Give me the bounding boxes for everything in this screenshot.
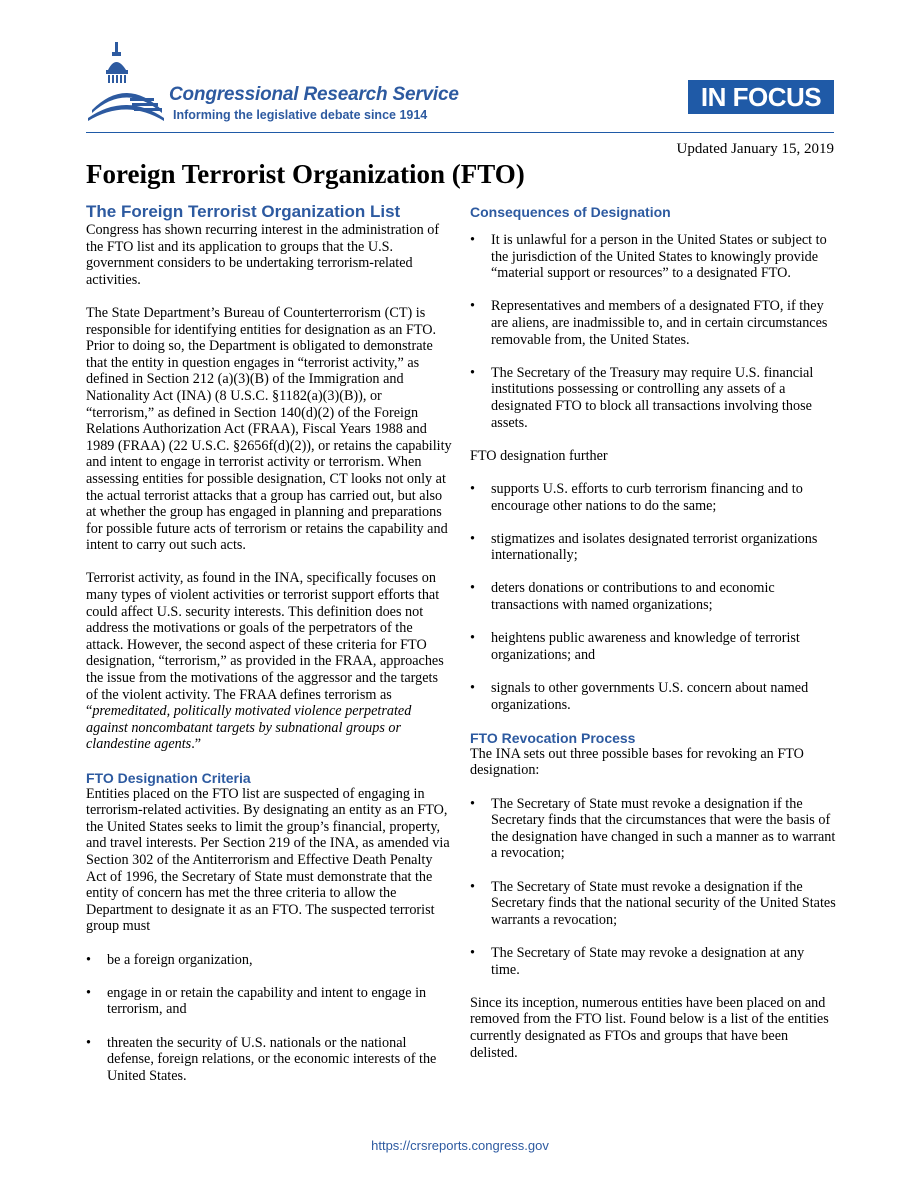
list-item: • supports U.S. efforts to curb terrorism financing and to encourage other nations to do the same; xyxy=(470,481,836,514)
section-heading-revocation: FTO Revocation Process xyxy=(470,729,636,746)
page-title: Foreign Terrorist Organization (FTO) xyxy=(86,159,525,189)
list-item: • The Secretary of State must revoke a designation if the Secretary finds that the circumstances that were the basis of the designation have changed in such a manner as to warrant a revocation; xyxy=(470,796,836,862)
list-item: • stigmatizes and isolates designated terrorist organizations internationally; xyxy=(470,531,836,564)
paragraph: Entities placed on the FTO list are suspected of engaging in terrorism-related activities. By designating an entity as an FTO, the United States seeks to limit the group’s financial, property, and travel interests. Per Section 219 of the INA, as amended via Section 302 of the Antiterrorism and Effective Death Penalty Act of 1996, the Secretary of State must demonstrate that the entity of concern has met the three criteria to allow the Department to designate it as an FTO. The suspected terrorist group must xyxy=(86,785,450,935)
org-name: Congressional Research Service xyxy=(169,84,459,105)
paragraph: Congress has shown recurring interest in the administration of the FTO list and its application to groups that the U.S. government considers to be undertaking terrorism-related activities. xyxy=(86,222,440,288)
header-rule xyxy=(86,132,834,133)
updated-date: Updated January 15, 2019 xyxy=(676,141,834,157)
list-item: • The Secretary of State must revoke a designation if the Secretary finds that the national security of the United States warrants a revocation; xyxy=(470,879,836,929)
list-item: • The Secretary of the Treasury may require U.S. financial institutions possessing or controlling any assets of a designated FTO to block all transactions involving those assets. xyxy=(470,365,836,431)
consequences-list xyxy=(470,232,836,431)
list-item: • It is unlawful for a person in the United States or subject to the jurisdiction of the United States to knowingly provide “material support or resources” to a designated FTO. xyxy=(470,232,836,282)
list-item: • threaten the security of U.S. nationals or the national defense, foreign relations, or the economic interests of the United States. xyxy=(86,1035,452,1085)
further-list xyxy=(470,481,836,713)
list-item: • Representatives and members of a designated FTO, if they are aliens, are inadmissible to, and in certain circumstances removable from, the United States. xyxy=(470,298,836,348)
in-focus-badge: IN FOCUS xyxy=(688,80,834,114)
section-heading-criteria: FTO Designation Criteria xyxy=(86,769,251,786)
paragraph: Terrorist activity, as found in the INA, specifically focuses on many types of violent activities or terrorist support efforts that could affect U.S. security interests. This definition does not address the motivations or goals of the perpetrators of the attack. However, the second aspect of these criteria for FTO designation, “terrorism,” as provided in the FRAA, approaches the issue from the motivations of the aggressor and the targets of the violent activity. The FRAA defines terrorism as “premeditated, politically motivated violence perpetrated against noncombatant targets by subnational groups or clandestine agents.” xyxy=(86,570,444,753)
right-column xyxy=(470,202,836,1061)
list-item: • signals to other governments U.S. concern about named organizations. xyxy=(470,680,836,713)
list-item: • The Secretary of State may revoke a designation at any time. xyxy=(470,945,836,978)
criteria-list xyxy=(86,952,452,1085)
capitol-dome-icon xyxy=(86,40,166,128)
report-header xyxy=(86,36,834,132)
paragraph: The INA sets out three possible bases for revoking an FTO designation: xyxy=(470,745,804,779)
section-heading-fto-list: The Foreign Terrorist Organization List xyxy=(86,202,401,221)
paragraph: The State Department’s Bureau of Counterterrorism (CT) is responsible for identifying entities for designation as an FTO. Prior to doing so, the Department is obligated to demonstrate that the entity in question engages in “terrorist activity,” as defined in Section 212 (a)(3)(B) of the Immigration and Nationality Act (INA) (8 U.S.C. §1182(a)(3)(B)), or “terrorism,” as defined in Section 140(d)(2) of the Foreign Relations Authorization Act (FRAA), Fiscal Years 1988 and 1989 (FRAA) (22 U.S.C. §2656f(d)(2)), or retains the capability and intent to engage in terrorist activity or terrorism. When assessing entities for possible designation, CT looks not only at the actual terrorist attacks that a group has carried out, but also at whether the group has engaged in planning and preparations for possible future acts of terrorism or retains the capability and intent to carry out such acts. xyxy=(86,304,452,554)
list-item: • heightens public awareness and knowledge of terrorist organizations; and xyxy=(470,630,836,663)
left-column xyxy=(86,202,452,1084)
section-heading-consequences: Consequences of Designation xyxy=(470,204,671,220)
org-tagline: Informing the legislative debate since 1914 xyxy=(173,108,428,122)
italic-definition: premeditated, politically motivated violence perpetrated against noncombatant targets by subnational groups or clandestine agents xyxy=(86,703,412,753)
list-item: • be a foreign organization, xyxy=(86,952,452,969)
paragraph: FTO designation further xyxy=(470,447,608,464)
list-item: • deters donations or contributions to and economic transactions with named organizations; xyxy=(470,580,836,613)
list-item: • engage in or retain the capability and intent to engage in terrorism, and xyxy=(86,985,452,1018)
footer-url[interactable]: https://crsreports.congress.gov xyxy=(371,1138,549,1153)
paragraph: Since its inception, numerous entities have been placed on and removed from the FTO list. Found below is a list of the entities currently designated as FTOs and groups that have been delisted. xyxy=(470,994,829,1061)
revocation-list xyxy=(470,796,836,979)
